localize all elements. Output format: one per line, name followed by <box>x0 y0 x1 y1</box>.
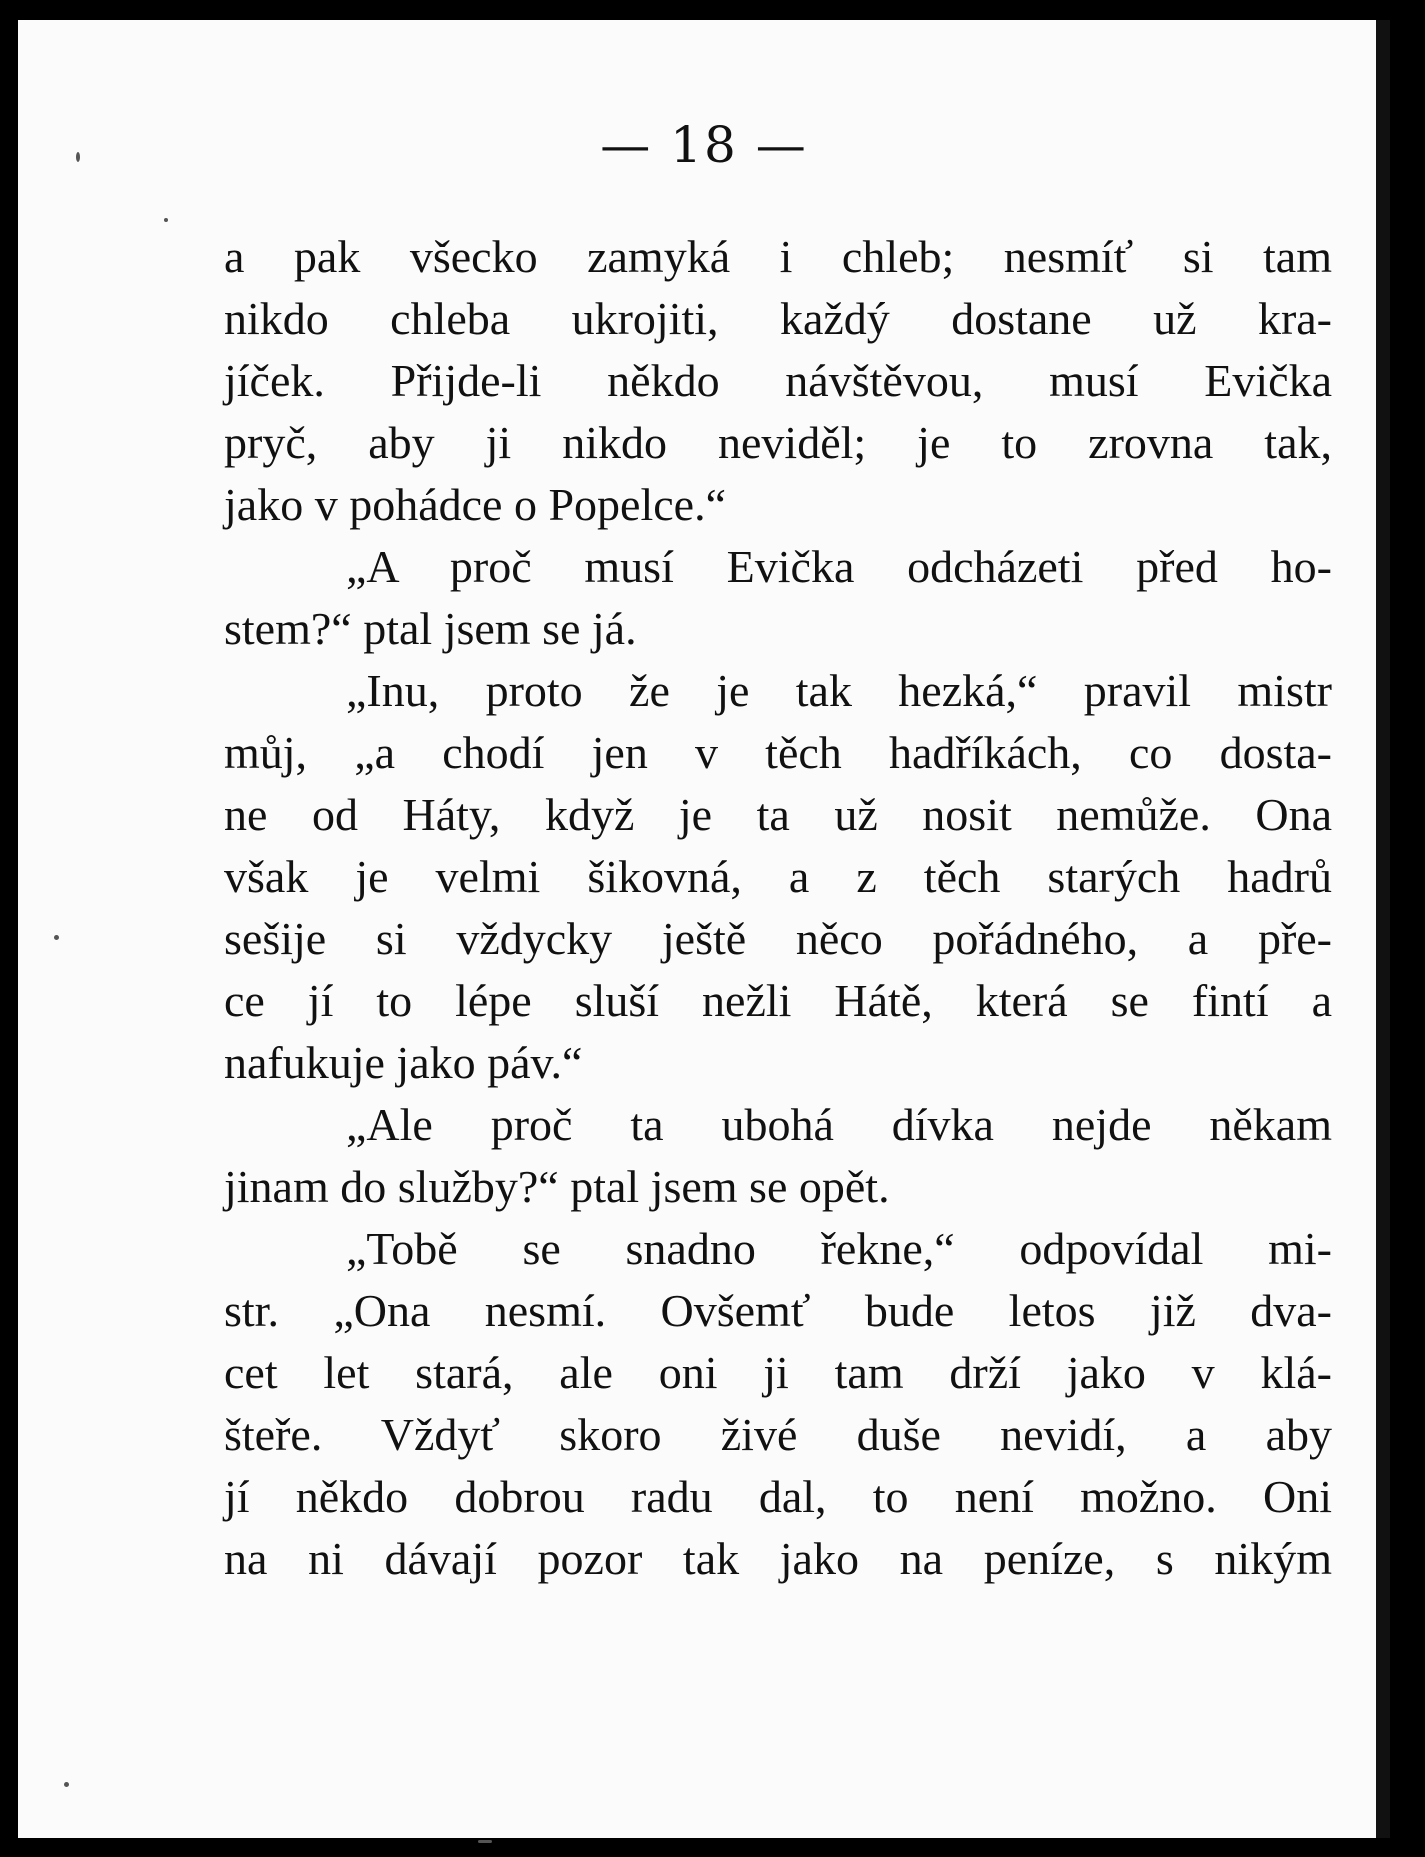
text-line: pryč, aby ji nikdo neviděl; je to zrovna tak, <box>224 417 1332 468</box>
text-line: nikdo chleba ukrojiti, každý dostane už kra- <box>224 293 1332 344</box>
text-line: „Inu, proto že je tak hezká,“ pravil mistr <box>346 665 1332 716</box>
text-line: jako v pohádce o Popelce.“ <box>224 479 726 530</box>
text-line: cet let stará, ale oni ji tam drží jako v klá- <box>224 1347 1332 1398</box>
scan-speck <box>76 152 80 162</box>
text-line: sešije si vždycky ještě něco pořádného, a pře- <box>224 913 1332 964</box>
text-line: nafukuje jako páv.“ <box>224 1037 583 1088</box>
body-text <box>224 226 1332 1590</box>
text-line: na ni dávají pozor tak jako na peníze, s nikým <box>224 1533 1332 1584</box>
page-number: — 18 — <box>600 116 808 174</box>
text-line: však je velmi šikovná, a z těch starých hadrů <box>224 851 1332 902</box>
scan-speck <box>54 935 59 940</box>
text-line: „Ale proč ta ubohá dívka nejde někam <box>346 1099 1332 1150</box>
text-line: „Tobě se snadno řekne,“ odpovídal mi- <box>346 1223 1332 1274</box>
book-page <box>18 20 1390 1838</box>
text-line: můj, „a chodí jen v těch hadříkách, co dosta- <box>224 727 1332 778</box>
text-line: šteře. Vždyť skoro živé duše nevidí, a aby <box>224 1409 1332 1460</box>
text-line: ne od Háty, když je ta už nosit nemůže. Ona <box>224 789 1332 840</box>
scan-speck <box>64 1782 69 1787</box>
text-line: str. „Ona nesmí. Ovšemť bude letos již dva- <box>224 1285 1332 1336</box>
text-line: jíček. Přijde-li někdo návštěvou, musí Evička <box>224 355 1332 406</box>
text-line: jinam do služby?“ ptal jsem se opět. <box>224 1161 890 1212</box>
text-line: jí někdo dobrou radu dal, to není možno. Oni <box>224 1471 1332 1522</box>
text-line: „A proč musí Evička odcházeti před ho- <box>346 541 1332 592</box>
text-line: stem?“ ptal jsem se já. <box>224 603 637 654</box>
text-line: ce jí to lépe sluší nežli Hátě, která se fintí a <box>224 975 1332 1026</box>
page-edge-shadow <box>1376 20 1390 1838</box>
scan-speck <box>478 1840 492 1843</box>
scan-speck <box>164 218 168 222</box>
text-line: a pak všecko zamyká i chleb; nesmíť si tam <box>224 231 1332 282</box>
